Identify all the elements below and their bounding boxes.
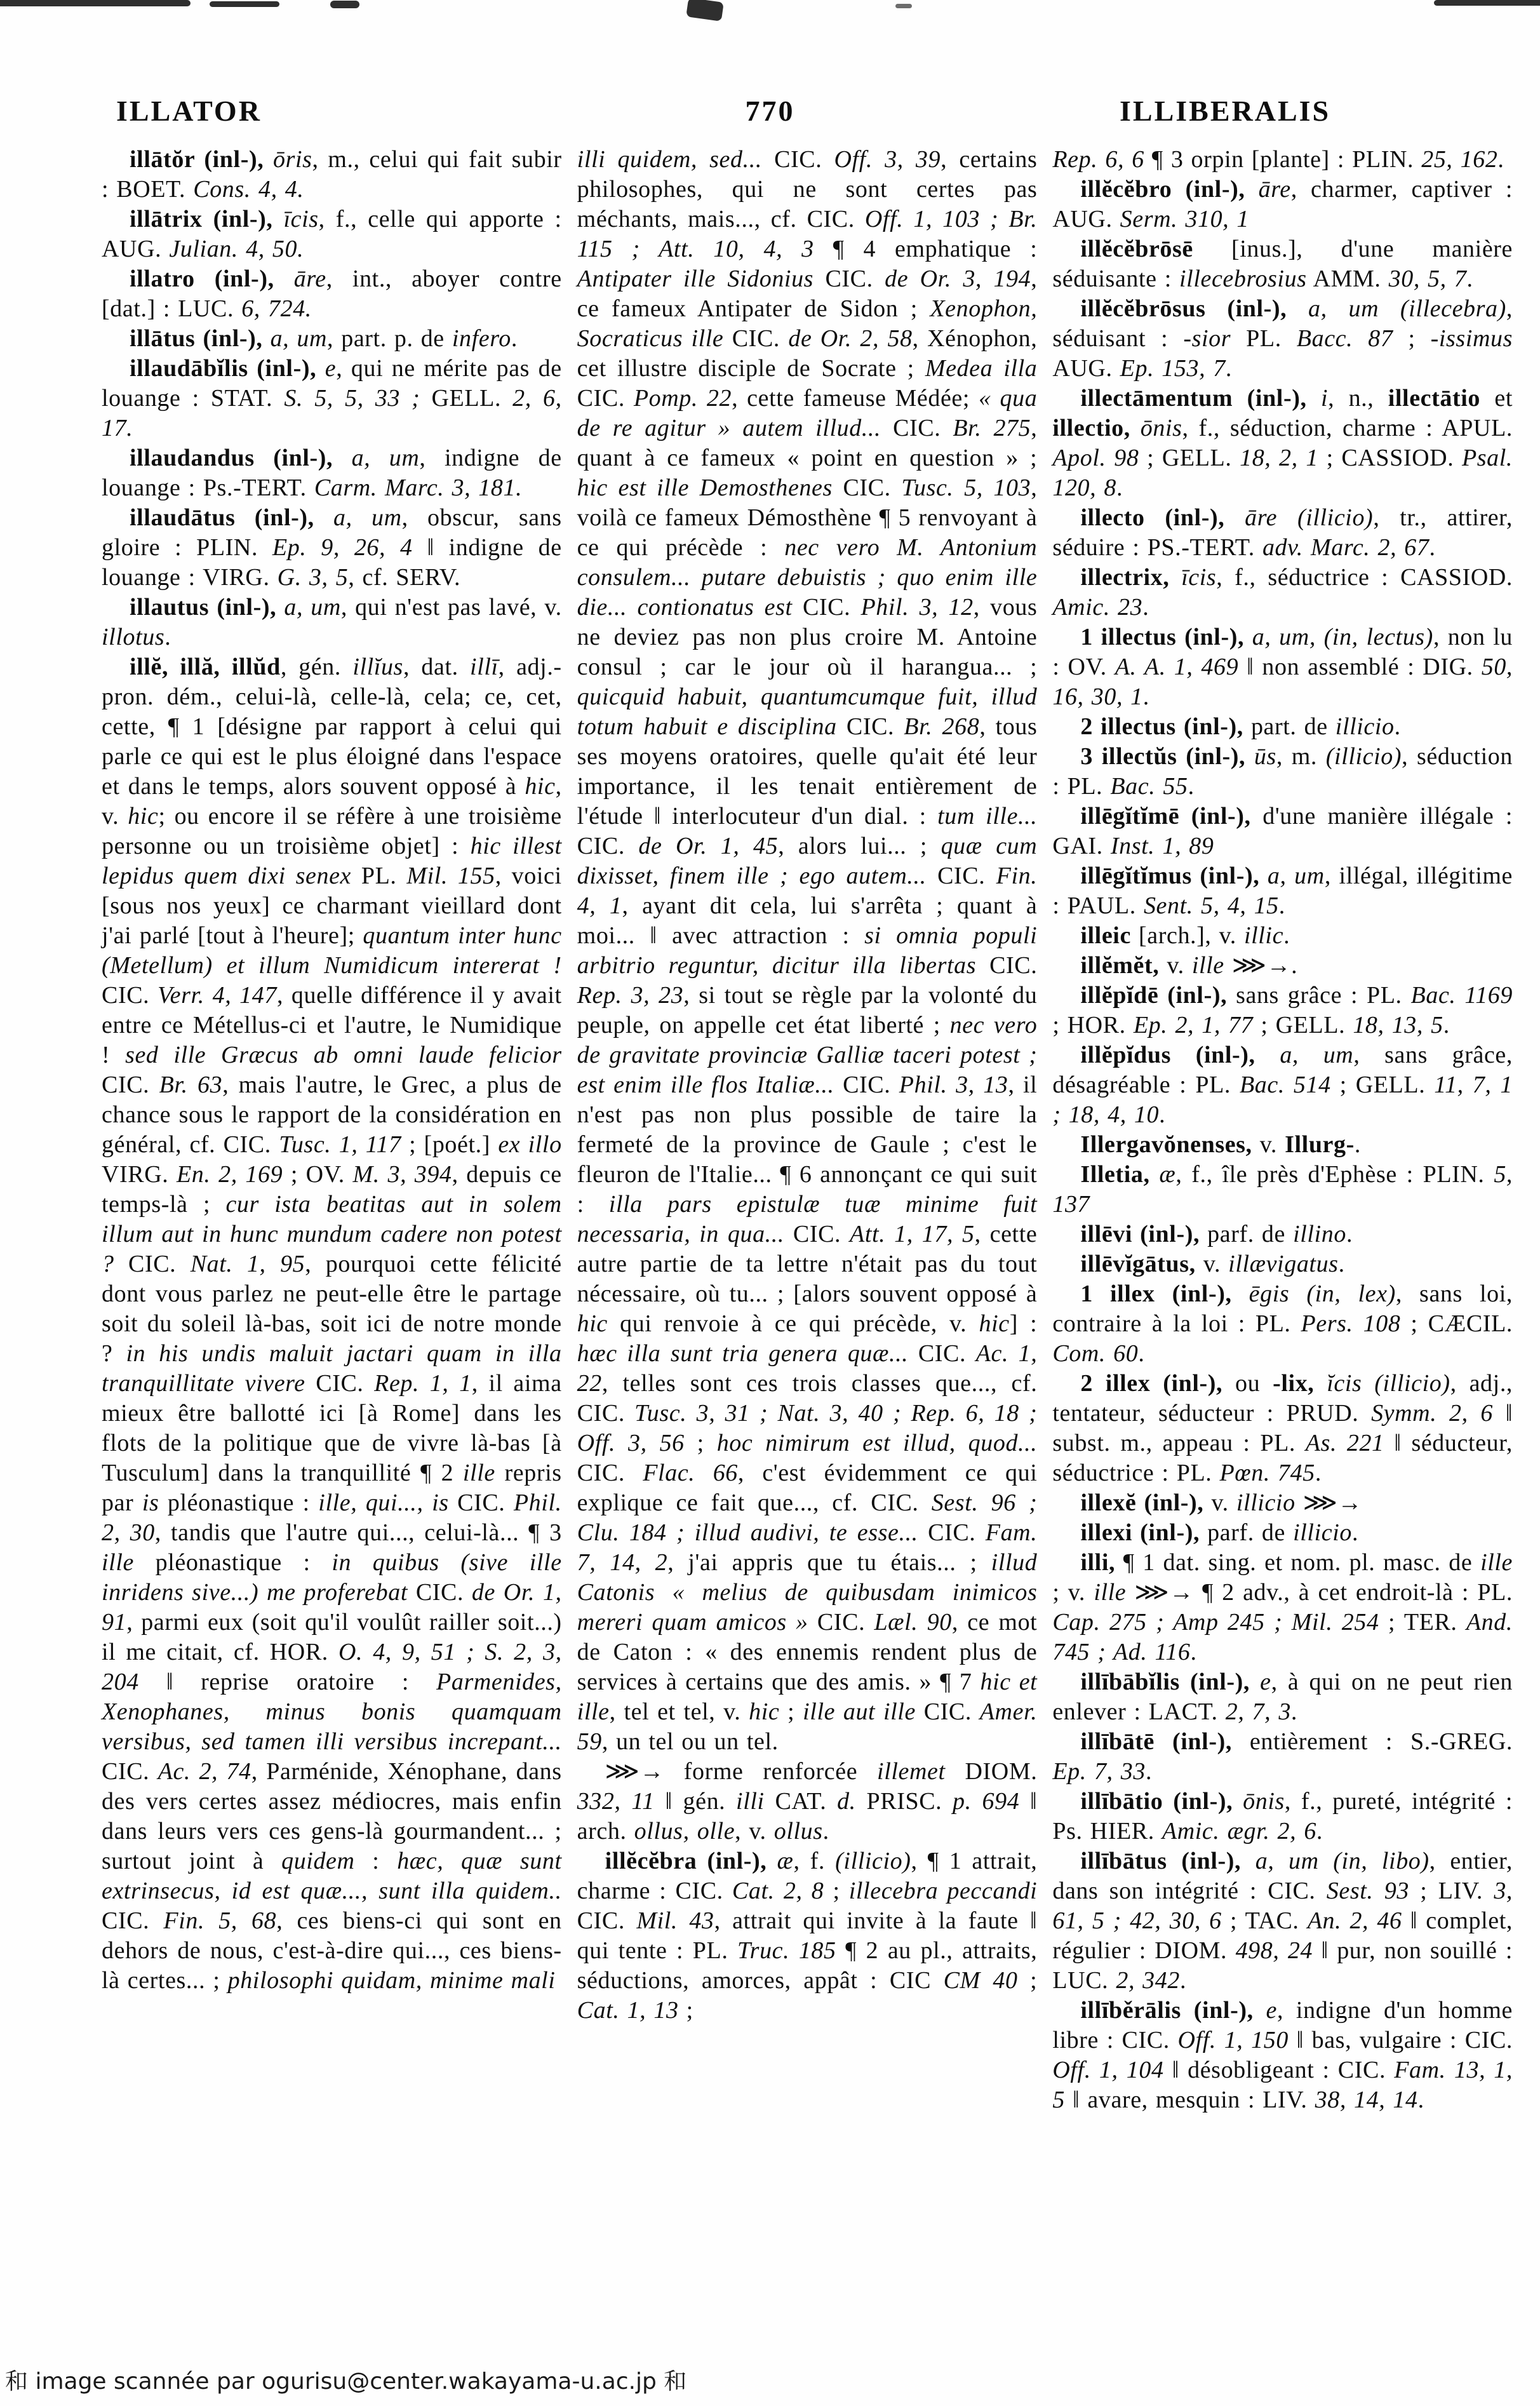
dictionary-entry: illaudābĭlis (inl-), e, qui ne mérite pas de louange : STAT. S. 5, 5, 33 ; GELL. 2, 6, 17. <box>102 355 562 441</box>
dictionary-entry: illi, ¶ 1 dat. sing. et nom. pl. masc. de ille ; v. ille ⋙→ ¶ 2 adv., à cet endroit-là : PL. Cap. 275 ; Amp 245 ; Mil. 254 ; TER. And. 745 ; Ad. 116. <box>1052 1549 1513 1665</box>
dictionary-entry: illēvĭgātus, v. illævigatus. <box>1080 1251 1345 1277</box>
dictionary-entry: illectāmentum (inl-), i, n., illectātio et illectio, ōnis, f., séduction, charme : APUL. Apol. 98 ; GELL. 18, 2, 1 ; CASSIOD. Psal. 120, 8. <box>1052 385 1513 501</box>
dictionary-entry: illĕcĕbrōsē [inus.], d'une manière séduisante : illecebrosius AMM. 30, 5, 7. <box>1052 236 1513 292</box>
dictionary-entry: 1 illex (inl-), ēgis (in, lex), sans loi, contraire à la loi : PL. Pers. 108 ; CÆCIL. Com. 60. <box>1052 1280 1513 1367</box>
page-number: 770 <box>745 95 795 127</box>
dictionary-entry: 2 illex (inl-), ou -lix, ĭcis (illicio), adj., tentateur, séducteur : PRUD. Symm. 2, 6 ‖ subst. m., appeau : PL. As. 221 ‖ séducteur, séductrice : PL. Pœn. 745. <box>1052 1370 1513 1486</box>
dictionary-entry: illexĕ (inl-), v. illicio ⋙→ <box>1080 1489 1363 1516</box>
dictionary-entry: illĕpĭdus (inl-), a, um, sans grâce, désagréable : PL. Bac. 514 ; GELL. 11, 7, 1 ; 18, 4, 10. <box>1052 1042 1513 1128</box>
scan-artifact <box>686 0 724 22</box>
dictionary-entry: illīběrālis (inl-), e, indigne d'un homme libre : CIC. Off. 1, 150 ‖ bas, vulgaire : CIC. Off. 1, 104 ‖ désobligeant : CIC. Fam. 13, 1, 5 ‖ avare, mesquin : LIV. 38, 14, 14. <box>1052 1997 1513 2113</box>
scan-artifact <box>210 1 279 7</box>
dictionary-column-2 <box>577 145 1038 2330</box>
dictionary-entry: illĕmĕt, v. ille ⋙→. <box>1080 952 1298 979</box>
running-head-left: ILLATOR <box>116 95 262 127</box>
dictionary-entry: illātŏr (inl-), ōris, m., celui qui fait subir : BOET. Cons. 4, 4. <box>102 146 562 203</box>
dictionary-entry: illĕcĕbro (inl-), āre, charmer, captiver : AUG. Serm. 310, 1 <box>1052 176 1513 232</box>
dictionary-entry: illēvi (inl-), parf. de illino. <box>1080 1221 1353 1247</box>
dictionary-entry: illexi (inl-), parf. de illicio. <box>1080 1519 1359 1546</box>
scan-artifact <box>0 0 191 6</box>
dictionary-entry: illībātio (inl-), ōnis, f., pureté, intégrité : Ps. HIER. Amic. ægr. 2, 6. <box>1052 1788 1513 1845</box>
dictionary-column-1 <box>102 145 562 2330</box>
dictionary-entry: illēgĭtĭmus (inl-), a, um, illégal, illégitime : PAUL. Sent. 5, 4, 15. <box>1052 863 1513 919</box>
dictionary-entry: illĕpĭdē (inl-), sans grâce : PL. Bac. 1169 ; HOR. Ep. 2, 1, 77 ; GELL. 18, 13, 5. <box>1052 982 1513 1038</box>
dictionary-entry: illībātē (inl-), entièrement : S.-GREG. Ep. 7, 33. <box>1052 1728 1513 1785</box>
dictionary-entry: Illergavŏnenses, v. Illurg-. <box>1080 1131 1361 1158</box>
dictionary-entry: 2 illectus (inl-), part. de illicio. <box>1080 713 1401 740</box>
dictionary-entry: illecto (inl-), āre (illicio), tr., attirer, séduire : PS.-TERT. adv. Marc. 2, 67. <box>1052 504 1513 561</box>
dictionary-column-3 <box>1052 145 1513 2330</box>
scan-artifact <box>895 4 912 8</box>
dictionary-entry: Illetia, æ, f., île près d'Ephèse : PLIN. 5, 137 <box>1052 1161 1513 1218</box>
dictionary-entry: illi quidem, sed... CIC. Off. 3, 39, certains philosophes, qui ne sont certes pas méchants, mais..., cf. CIC. Off. 1, 103 ; Br. 115 ; Att. 10, 4, 3 ¶ 4 emphatique : Antipater ille Sidonius CIC. de Or. 3, 194, ce fameux Antipater de Sidon ; Xenophon, Socraticus ille CIC. de Or. 2, 58, Xénophon, cet illustre disciple de Socrate ; Medea illa CIC. Pomp. 22, cette fameuse Médée; « qua de re agitur » autem illud... CIC. Br. 275, quant à ce fameux « point en question » ; hic est ille Demosthenes CIC. Tusc. 5, 103, voilà ce fameux Démosthène ¶ 5 renvoyant à ce qui précède : nec vero M. Antonium consulem... putare debuistis ; quo enim ille die... contionatus est CIC. Phil. 3, 12, vous ne deviez pas non plus croire M. Antoine consul ; car le jour où il harangua... ; quicquid habuit, quantumcumque fuit, illud totum habuit e disciplina CIC. Br. 268, tous ses moyens oratoires, quelle qu'ait été leur importance, il les tenait entièrement de l'étude ‖ interlocuteur d'un dial. : tum ille... CIC. de Or. 1, 45, alors lui... ; quæ cum dixisset, finem ille ; ego autem... CIC. Fin. 4, 1, ayant dit cela, lui s'arrêta ; quant à moi... ‖ avec attraction : si omnia populi arbitrio reguntur, dicitur illa libertas CIC. Rep. 3, 23, si tout se règle par la volonté du peuple, on appelle cet état liberté ; nec vero de gravitate provinciæ Galliæ taceri potest ; est enim ille flos Italiæ... CIC. Phil. 3, 13, il n'est pas non plus possible de taire la fermeté de la province de Gaule ; c'est le fleuron de l'Italie... ¶ 6 annonçant ce qui suit : illa pars epistulæ tuæ minime fuit necessaria, in qua... CIC. Att. 1, 17, 5, cette autre partie de ta lettre n'était pas du tout nécessaire, où tu... ; [alors souvent opposé à hic qui renvoie à ce qui précède, v. hic] : hæc illa sunt tria genera quæ... CIC. Ac. 1, 22, telles sont ces trois classes que..., cf. CIC. Tusc. 3, 31 ; Nat. 3, 40 ; Rep. 6, 18 ; Off. 3, 56 ; hoc nimirum est illud, quod... CIC. Flac. 66, c'est évidemment ce qui explique ce fait que..., cf. CIC. Sest. 96 ; Clu. 184 ; illud audivi, te esse... CIC. Fam. 7, 14, 2, j'ai appris que tu étais... ; illud Catonis « melius de quibusdam inimicos mereri quam amicos » CIC. Læl. 90, ce mot de Caton : « des ennemis rendent plus de services à certains que des amis. » ¶ 7 hic et ille, tel et tel, v. hic ; ille aut ille CIC. Amer. 59, un tel ou un tel. <box>577 146 1038 1755</box>
dictionary-entry: illībātus (inl-), a, um (in, libo), entier, dans son intégrité : CIC. Sest. 93 ; LIV. 3, 61, 5 ; 42, 30, 6 ; TAC. An. 2, 46 ‖ complet, régulier : DIOM. 498, 24 ‖ pur, non souillé : LUC. 2, 342. <box>1052 1848 1513 1994</box>
dictionary-entry: illatro (inl-), āre, int., aboyer contre [dat.] : LUC. 6, 724. <box>102 265 562 322</box>
scan-artifact <box>1434 0 1540 6</box>
dictionary-entry: illĕ, illă, illŭd, gén. illĭus, dat. illī, adj.-pron. dém., celui-là, celle-là, cela; ce, cet, cette, ¶ 1 [désigne par rapport à celui qui parle ce qui est le plus éloigné dans l'espace et dans le temps, alors souvent opposé à hic, v. hic; ou encore il se réfère à une troisième personne ou un troisième objet] : hic illest lepidus quem dixi senex PL. Mil. 155, voici [sous nos yeux] ce charmant vieillard dont j'ai parlé [tout à l'heure]; quantum inter hunc (Metellum) et illum Numidicum intererat ! CIC. Verr. 4, 147, quelle différence il y avait entre ce Métellus-ci et l'autre, le Numidique ! sed ille Græcus ab omni laude felicior CIC. Br. 63, mais l'autre, le Grec, a plus de chance sous le rapport de la considération en général, cf. CIC. Tusc. 1, 117 ; [poét.] ex illo VIRG. En. 2, 169 ; OV. M. 3, 394, depuis ce temps-là ; cur ista beatitas aut in solem illum aut in hunc mundum cadere non potest ? CIC. Nat. 1, 95, pourquoi cette félicité dont vous parlez ne peut-elle être le partage soit du soleil là-bas, soit ici de notre monde ? in his undis maluit jactari quam in illa tranquillitate vivere CIC. Rep. 1, 1, il aima mieux être ballotté ici [à Rome] dans les flots de la politique que de vivre là-bas [à Tusculum] dans la tranquillité ¶ 2 ille repris par is pléonastique : ille, qui..., is CIC. Phil. 2, 30, tandis que l'autre qui..., celui-là... ¶ 3 ille pléonastique : in quibus (sive ille inridens sive...) me proferebat CIC. de Or. 1, 91, parmi eux (soit qu'il voulût railler soit...) il me citait, cf. HOR. O. 4, 9, 51 ; S. 2, 3, 204 ‖ reprise oratoire : Parmenides, Xenophanes, minus bonis quamquam versibus, sed tamen illi versibus increpant... CIC. Ac. 2, 74, Parménide, Xénophane, dans des vers certes assez médiocres, mais enfin dans leurs vers ces gens-là gourmandent... ; surtout joint à quidem : hæc, quæ sunt extrinsecus, id est quæ..., sunt illa quidem.. CIC. Fin. 5, 68, ces biens-ci qui sont en dehors de nous, c'est-à-dire qui..., ces biens-là certes... ; philosophi quidam, minime mali <box>102 654 562 1994</box>
dictionary-entry: illātus (inl-), a, um, part. p. de infero. <box>130 325 518 352</box>
scan-credit: 和 image scannée par ogurisu@center.wakayama-u.ac.jp 和 <box>5 2369 687 2395</box>
scan-artifact <box>330 1 359 8</box>
dictionary-entry: illeic [arch.], v. illic. <box>1080 922 1290 949</box>
grammar-note: ⋙→ forme renforcée illemet DIOM. 332, 11 ‖ gén. illi CAT. d. PRISC. p. 694 ‖ arch. ollus, olle, v. ollus. <box>577 1758 1038 1845</box>
dictionary-entry: illautus (inl-), a, um, qui n'est pas lavé, v. illotus. <box>102 594 562 650</box>
dictionary-entry: illībābĭlis (inl-), e, à qui on ne peut rien enlever : LACT. 2, 7, 3. <box>1052 1669 1513 1725</box>
dictionary-entry: illaudātus (inl-), a, um, obscur, sans gloire : PLIN. Ep. 9, 26, 4 ‖ indigne de louange : VIRG. G. 3, 5, cf. SERV. <box>102 504 562 591</box>
running-head-right: ILLIBERALIS <box>1120 95 1331 127</box>
dictionary-page-body <box>102 145 1513 2330</box>
dictionary-entry: illĕcĕbrōsus (inl-), a, um (illecebra), séduisant : -sior PL. Bacc. 87 ; -issimus AUG. Ep. 153, 7. <box>1052 295 1513 382</box>
dictionary-entry: illēgĭtĭmē (inl-), d'une manière illégale : GAI. Inst. 1, 89 <box>1052 803 1513 859</box>
dictionary-entry: illectrix, īcis, f., séductrice : CASSIOD. Amic. 23. <box>1052 564 1513 621</box>
dictionary-entry: 1 illectus (inl-), a, um, (in, lectus), non lu : OV. A. A. 1, 469 ‖ non assemblé : DIG. 50, 16, 30, 1. <box>1052 624 1513 710</box>
dictionary-entry: illaudandus (inl-), a, um, indigne de louange : Ps.-TERT. Carm. Marc. 3, 181. <box>102 445 562 501</box>
dictionary-entry: illĕcĕbra (inl-), æ, f. (illicio), ¶ 1 attrait, charme : CIC. Cat. 2, 8 ; illecebra peccandi CIC. Mil. 43, attrait qui invite à la faute ‖ qui tente : PL. Truc. 185 ¶ 2 au pl., attraits, séductions, amorces, appât : CIC CM 40 ; Cat. 1, 13 ; <box>577 1848 1038 2024</box>
dictionary-entry: Rep. 6, 6 ¶ 3 orpin [plante] : PLIN. 25, 162. <box>1052 146 1504 173</box>
dictionary-entry: illātrix (inl-), īcis, f., celle qui apporte : AUG. Julian. 4, 50. <box>102 206 562 262</box>
dictionary-entry: 3 illectŭs (inl-), ūs, m. (illicio), séduction : PL. Bac. 55. <box>1052 743 1513 800</box>
